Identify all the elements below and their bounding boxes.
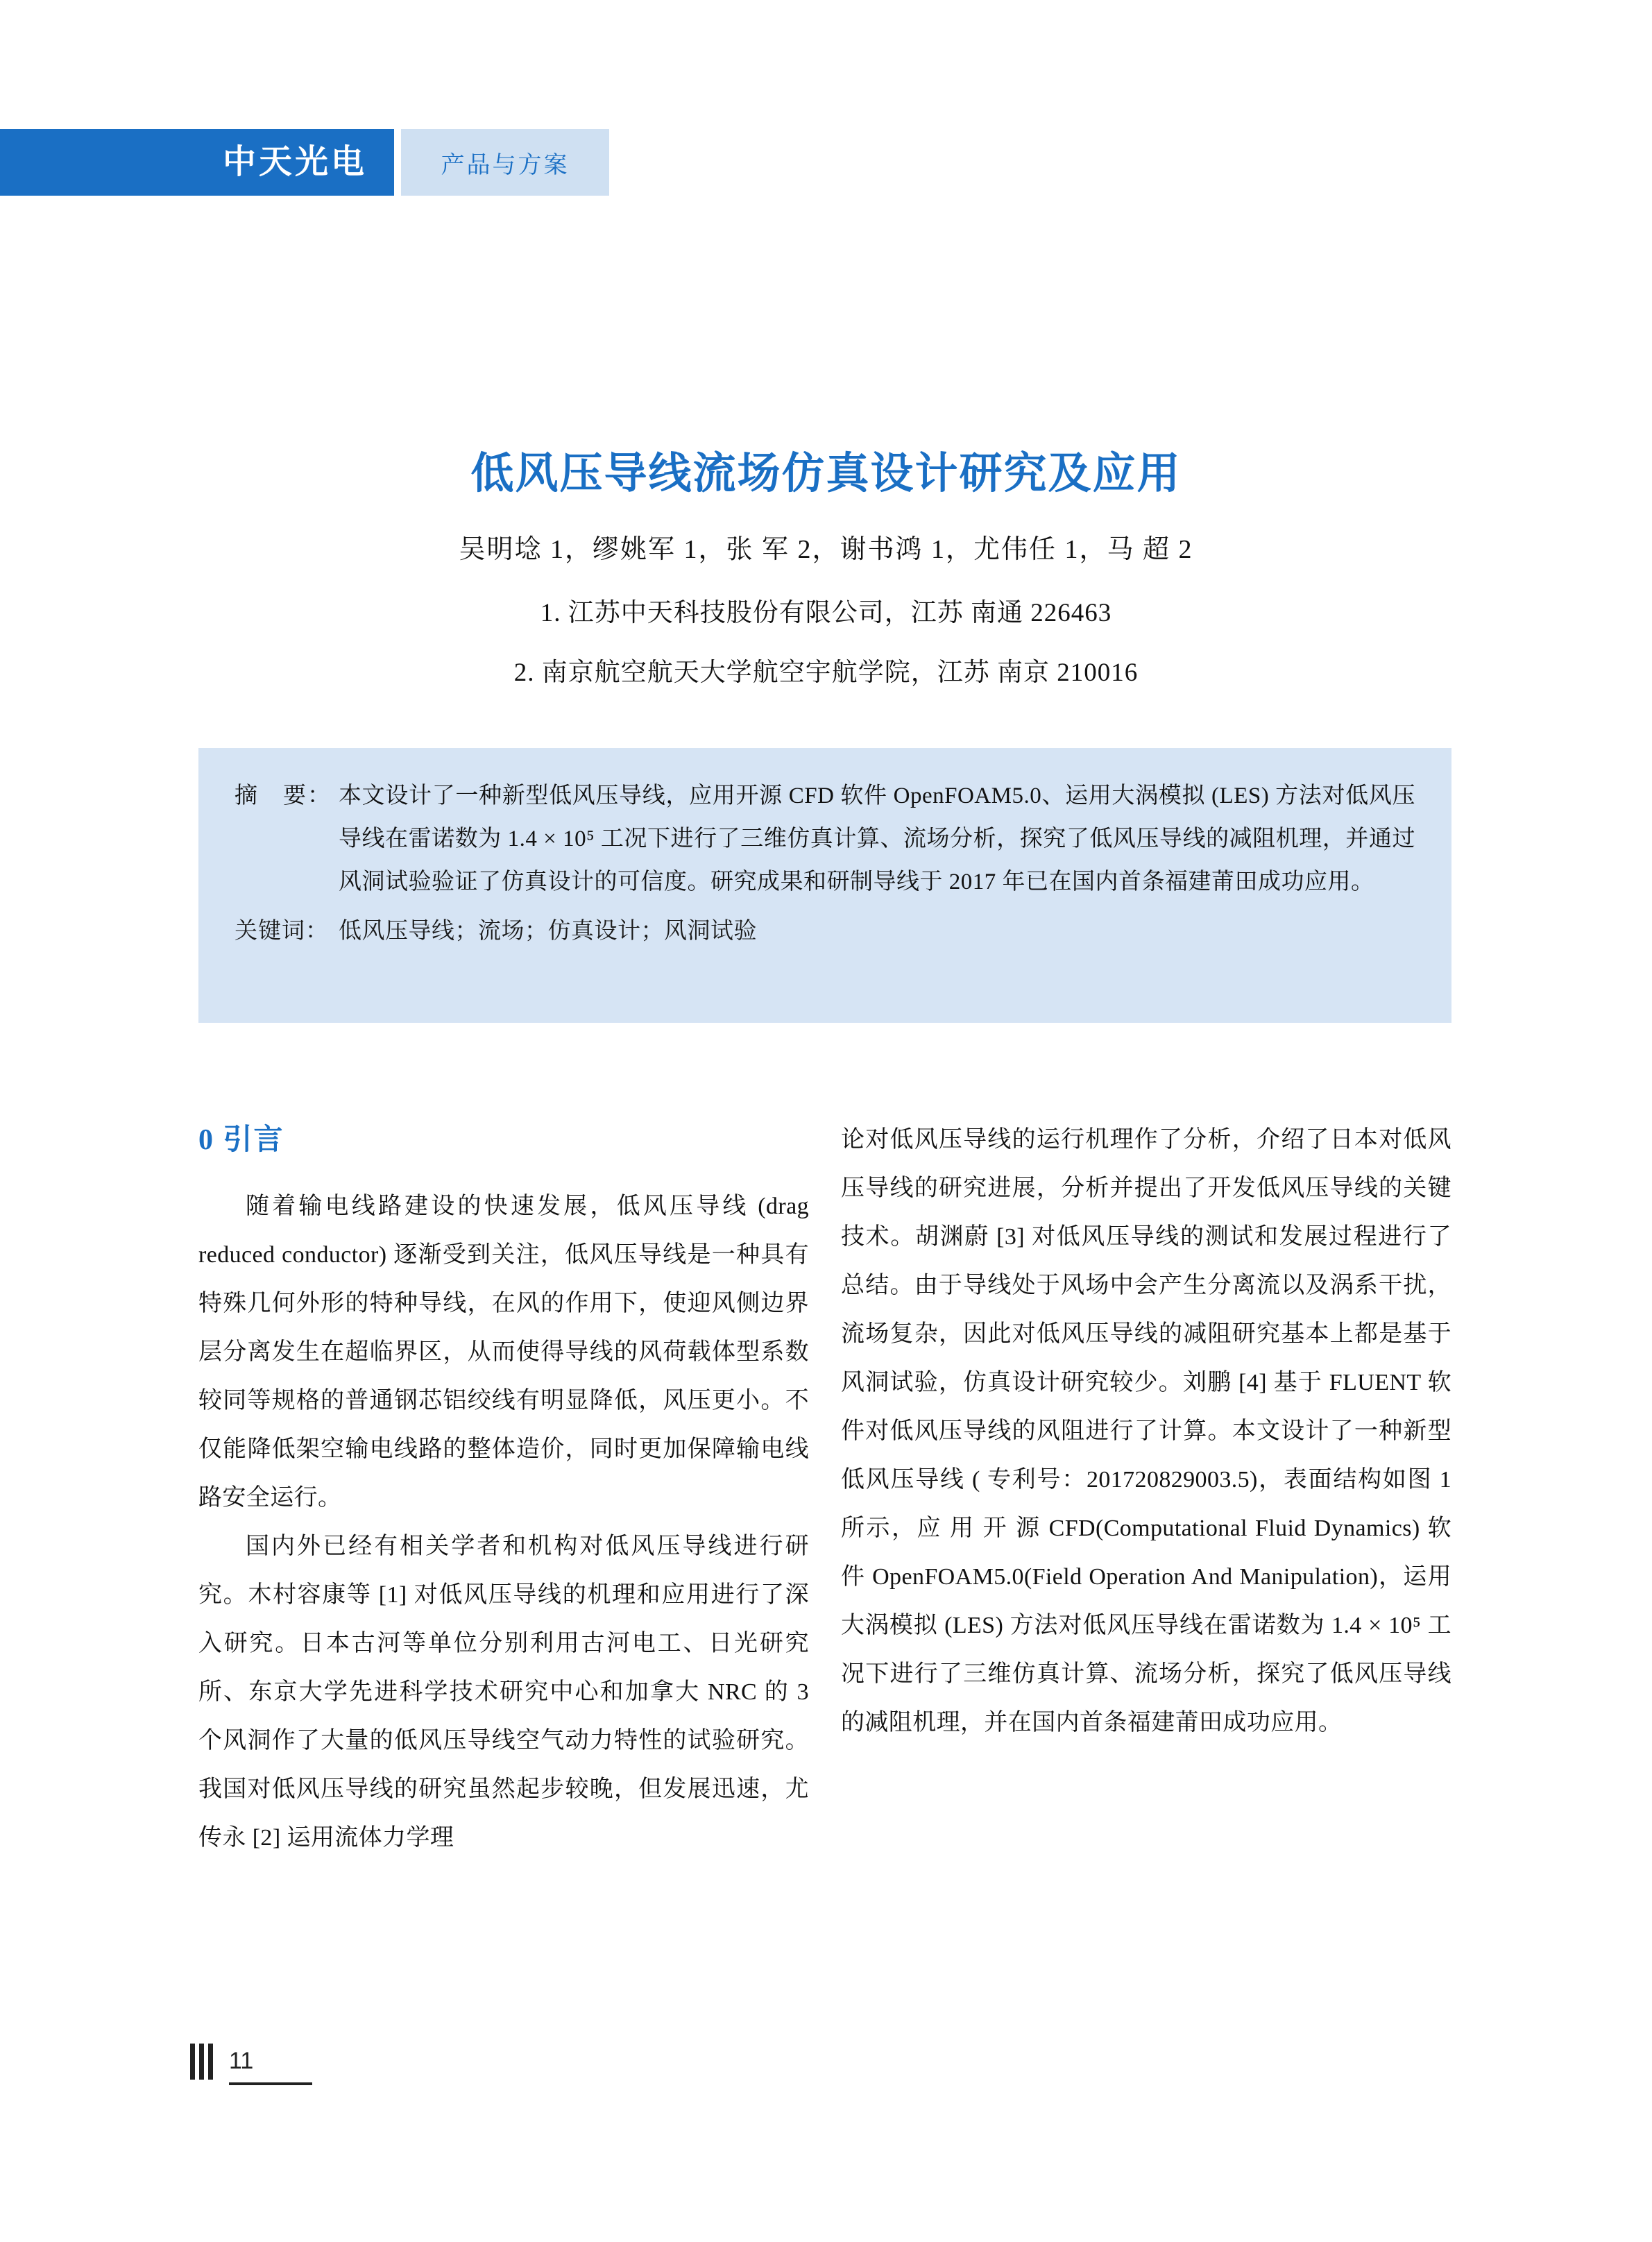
paragraph: 国内外已经有相关学者和机构对低风压导线进行研究。木村容康等 [1] 对低风压导线的机理和应用进行了深入研究。日本古河等单位分别利用古河电工、日光研究所、东京大学先进科学技术研究中心和加拿大 NRC 的 3 个风洞作了大量的低风压导线空气动力特性的试验研究。我国对低风压导线的研究虽然起步较晚，但发展迅速，尤传永 [2] 运用流体力学理: [198, 1534, 809, 1851]
footer-rule: [229, 2082, 312, 2085]
abstract-text: 本文设计了一种新型低风压导线，应用开源 CFD 软件 OpenFOAM5.0、运用大涡模拟 (LES) 方法对低风压导线在雷诺数为 1.4 × 10⁵ 工况下进行了三维仿真计算、流场分析，探究了低风压导线的减阻机理，并通过风洞试验验证了仿真设计的可信度。研究成果和研制导线于 2017 年已在国内首条福建莆田成功应用。: [339, 783, 1415, 894]
keywords-text: 低风压导线；流场；仿真设计；风洞试验: [339, 919, 757, 944]
brand-logo-text: 中天光电: [222, 144, 367, 180]
page-header: [0, 129, 1652, 196]
affiliation-1: 1. 江苏中天科技股份有限公司，江苏 南通 226463: [540, 599, 1112, 627]
paragraph: 随着输电线路建设的快速发展，低风压导线 (drag reduced conductor) 逐渐受到关注，低风压导线是一种具有特殊几何外形的特种导线，在风的作用下，使迎风侧边界层分离发生在超临界区，从而使得导线的风荷载体型系数较同等规格的普通钢芯铝绞线有明显降低，风压更小。不仅能降低架空输电线路的整体造价，同时更加保障输电线路安全运行。: [198, 1194, 810, 1511]
page-footer: [190, 2044, 468, 2085]
section-heading-0: 0 引言: [198, 1124, 284, 1156]
paragraph: 论对低风压导线的运行机理作了分析，介绍了日本对低风压导线的研究进展，分析并提出了开发低风压导线的关键技术。胡渊蔚 [3] 对低风压导线的测试和发展过程进行了总结。由于导线处于风场中会产生分离流以及涡系干扰，流场复杂，因此对低风压导线的减阻研究基本上都是基于风洞试验，仿真设计研究较少。刘鹏 [4] 基于 FLUENT 软件对低风压导线的风阻进行了计算。本文设计了一种新型低风压导线 ( 专利号：201720829003.5)，表面结构如图 1 所示，应 用 开 源 CFD(Computational Fluid Dynamics) 软 件 OpenFOAM5.0(Field Operation And Manipulation)，运用大涡模拟 (LES) 方法对低风压导线在雷诺数为 1.4 × 10⁵ 工况下进行了三维仿真计算、流场分析，探究了低风压导线的减阻机理，并在国内首条福建莆田成功应用。: [841, 1127, 1451, 1735]
article-title: 低风压导线流场仿真设计研究及应用: [470, 450, 1182, 498]
keywords-label: 关键词：: [235, 919, 329, 944]
abstract-row: [235, 774, 1415, 903]
header-section-tab: 产品与方案: [401, 129, 609, 196]
keywords-row: [235, 910, 1415, 952]
body-column-left: [198, 1116, 809, 1862]
author-list: 吴明埝 1，缪姚军 1，张 军 2，谢书鸿 1，尤伟任 1，马 超 2: [459, 535, 1193, 564]
body-column-right: [841, 1116, 1451, 1747]
abstract-box: [198, 748, 1451, 1023]
affiliation-2: 2. 南京航空航天大学航空宇航学院，江苏 南京 210016: [513, 659, 1139, 687]
brand-logo-box: [0, 129, 394, 196]
abstract-label: 摘 要：: [235, 783, 332, 808]
footer-bars-decoration: [190, 2044, 213, 2080]
page-number: 11: [229, 2048, 254, 2074]
